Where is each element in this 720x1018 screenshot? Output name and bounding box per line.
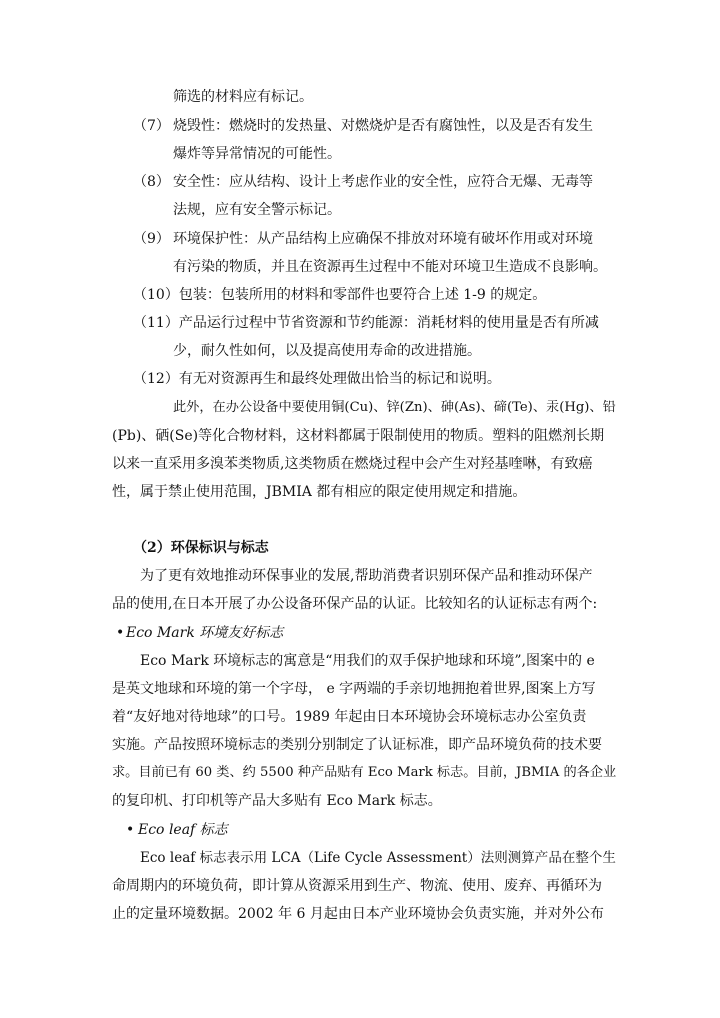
bullet-1-title: Eco Mark 环境友好标志 [126, 625, 284, 641]
paragraph-3-line-4: 实施。产品按照环境标志的类别分别制定了认证标准，即产品环境负荷的技术要 [112, 737, 602, 753]
item-10: （10）包装：包装所用的材料和零部件也要符合上述 1-9 的规定。 [133, 287, 547, 303]
item-9-line-1: 环境保护性：从产品结构上应确保不排放对环境有破坏作用或对环境 [173, 231, 593, 247]
item-12: （12）有无对资源再生和最终处理做出恰当的标记和说明。 [133, 371, 501, 387]
section-heading: （2）环保标识与标志 [133, 540, 269, 556]
item-6-continuation: 筛选的材料应有标记。 [173, 89, 313, 105]
item-7-number: （7） [133, 118, 170, 134]
item-7-line-2: 爆炸等异常情况的可能性。 [173, 146, 341, 162]
paragraph-4-line-2: 命周期内的环境负荷，即计算从资源采用到生产、物流、使用、废弃、再循环为 [112, 878, 602, 894]
item-8-number: （8） [133, 174, 170, 190]
paragraph-2-line-1: 为了更有效地推动环保事业的发展,帮助消费者识别环保产品和推动环保产 [140, 568, 593, 584]
paragraph-1-line-3: 以来一直采用多溴苯类物质,这类物质在燃烧过程中会产生对羟基喹啉，有致癌 [112, 456, 593, 472]
item-7-line-1: 烧毁性：燃烧时的发热量、对燃烧炉是否有腐蚀性，以及是否有发生 [173, 118, 593, 134]
item-9-number: （9） [133, 231, 170, 247]
item-8-line-1: 安全性：应从结构、设计上考虑作业的安全性，应符合无爆、无毒等 [173, 174, 593, 190]
bullet-1-mark: • [116, 625, 125, 641]
bullet-2-title: Eco leaf 标志 [138, 822, 228, 838]
paragraph-4-line-3: 止的定量环境数据。2002 年 6 月起由日本产业环境协会负责实施，并对外公布 [112, 906, 604, 922]
paragraph-4-line-1: Eco leaf 标志表示用 LCA（Life Cycle Assessment）法则测算产品在整个生 [140, 850, 616, 866]
item-11-line-1: （11）产品运行过程中节省资源和节约能源：消耗材料的使用量是否有所减 [133, 315, 599, 331]
item-8-line-2: 法规，应有安全警示标记。 [173, 202, 341, 218]
paragraph-1-line-2: (Pb)、硒(Se)等化合物材料，这材料都属于限制使用的物质。塑料的阻燃剂长期 [112, 428, 605, 444]
paragraph-1-line-4: 性，属于禁止使用范围，JBMIA 都有相应的限定使用规定和措施。 [112, 484, 527, 500]
paragraph-3-line-3: 着“友好地对待地球”的口号。1989 年起由日本环境协会环境标志办公室负责 [112, 709, 587, 725]
paragraph-2-line-2: 品的使用,在日本开展了办公设备环保产品的认证。比较知名的认证标志有两个: [112, 596, 598, 612]
item-9-line-2: 有污染的物质，并且在资源再生过程中不能对环境卫生造成不良影响。 [173, 259, 607, 275]
paragraph-1-line-1: 此外，在办公设备中要使用铜(Cu)、锌(Zn)、砷(As)、碲(Te)、汞(Hg)、铅 [173, 400, 616, 415]
item-11-line-2: 少，耐久性如何，以及提高使用寿命的改进措施。 [173, 343, 481, 359]
paragraph-3-line-2: 是英文地球和环境的第一个字母， e 字两端的手亲切地拥抱着世界,图案上方写 [112, 681, 596, 697]
paragraph-3-line-6: 的复印机、打印机等产品大多贴有 Eco Mark 标志。 [112, 793, 442, 809]
paragraph-3-line-5: 求。目前已有 60 类、约 5500 种产品贴有 Eco Mark 标志。目前，JBMIA 的各企业 [112, 765, 617, 780]
paragraph-3-line-1: Eco Mark 环境标志的寓意是“用我们的双手保护地球和环境”,图案中的 e [140, 653, 595, 669]
bullet-2-mark: • [126, 822, 135, 838]
